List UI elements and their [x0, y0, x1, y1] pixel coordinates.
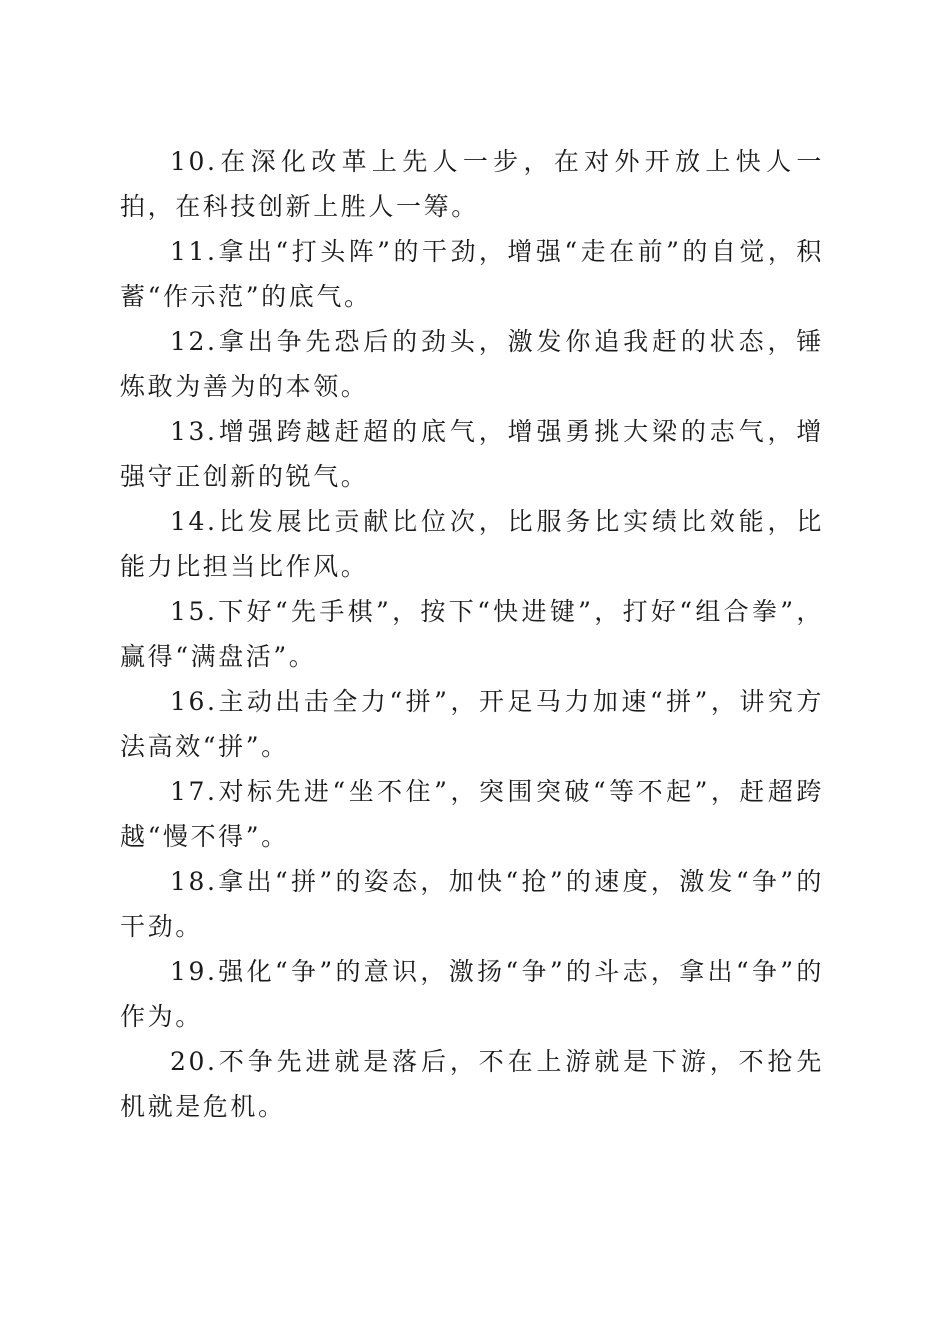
- list-item-12: 12.拿出争先恐后的劲头，激发你追我赶的状态，锤炼敢为善为的本领。: [120, 327, 824, 401]
- document-body: [120, 139, 824, 1129]
- list-item-20: 20.不争先进就是落后，不在上游就是下游，不抢先机就是危机。: [120, 1047, 824, 1121]
- list-item-18: 18.拿出“拼”的姿态，加快“抢”的速度，激发“争”的干劲。: [120, 867, 824, 941]
- list-item-16: 16.主动出击全力“拼”，开足马力加速“拼”，讲究方法高效“拼”。: [120, 687, 824, 761]
- list-item-13: 13.增强跨越赶超的底气，增强勇挑大梁的志气，增强守正创新的锐气。: [120, 417, 824, 491]
- list-item-10: 10.在深化改革上先人一步，在对外开放上快人一拍，在科技创新上胜人一筹。: [120, 147, 824, 221]
- list-item-15: 15.下好“先手棋”，按下“快进键”，打好“组合拳”，赢得“满盘活”。: [120, 597, 824, 671]
- list-item-17: 17.对标先进“坐不住”，突围突破“等不起”，赶超跨越“慢不得”。: [120, 777, 824, 851]
- list-item-19: 19.强化“争”的意识，激扬“争”的斗志，拿出“争”的作为。: [120, 957, 824, 1031]
- list-item-11: 11.拿出“打头阵”的干劲，增强“走在前”的自觉，积蓄“作示范”的底气。: [120, 237, 824, 311]
- list-item-14: 14.比发展比贡献比位次，比服务比实绩比效能，比能力比担当比作风。: [120, 507, 824, 581]
